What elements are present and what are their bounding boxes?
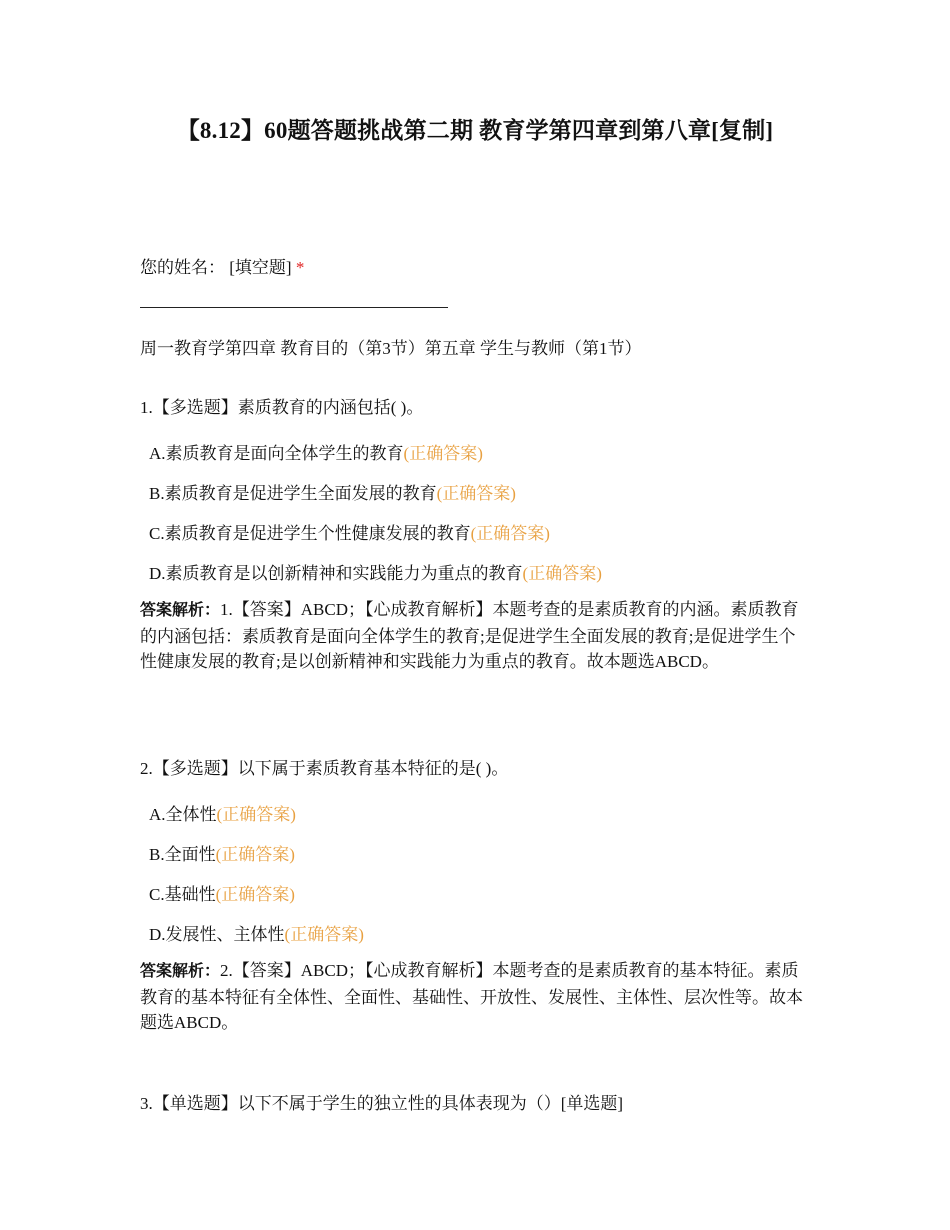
option-text: C.基础性 [149,885,216,904]
question-type-tag: [填空题] [229,258,292,277]
option-text: D.发展性、主体性 [149,925,285,944]
correct-answer-tag: (正确答案) [403,444,483,463]
correct-answer-tag: (正确答案) [470,524,550,543]
option-text: C.素质教育是促进学生个性健康发展的教育 [149,524,471,543]
option-text: B.全面性 [149,845,216,864]
page-title: 【8.12】60题答题挑战第二期 教育学第四章到第八章[复制] [176,118,774,143]
question-1: 1.【多选题】素质教育的内涵包括( )。 [140,398,424,417]
question-1-option-a [149,439,483,464]
correct-answer-tag: (正确答案) [284,925,364,944]
option-text: A.素质教育是面向全体学生的教育 [149,444,404,463]
question-1-option-d [149,559,602,584]
question-3: 3.【单选题】以下不属于学生的独立性的具体表现为（）[单选题] [140,1094,624,1113]
question-2-option-a [149,800,296,825]
question-2-option-c [149,880,295,905]
option-text: A.全体性 [149,805,217,824]
question-1-option-c [149,519,550,544]
option-text: B.素质教育是促进学生全面发展的教育 [149,484,437,503]
question-2-analysis [140,958,810,1036]
question-2: 2.【多选题】以下属于素质教育基本特征的是( )。 [140,759,509,778]
analysis-text: 2.【答案】ABCD；【心成教育解析】本题考查的是素质教育的基本特征。素质教育的基本特征有全体性、全面性、基础性、开放性、发展性、主体性、层次性等。故本题选ABCD。 [140,961,803,1032]
correct-answer-tag: (正确答案) [216,805,296,824]
correct-answer-tag: (正确答案) [215,885,295,904]
correct-answer-tag: (正确答案) [522,564,602,583]
question-1-option-b [149,479,516,504]
name-label-text: 您的姓名： [140,258,225,277]
analysis-text: 1.【答案】ABCD；【心成教育解析】本题考查的是素质教育的内涵。素质教育的内涵包括：素质教育是面向全体学生的教育;是促进学生全面发展的教育;是促进学生个性健康发展的教育;是以创新精神和实践能力为重点的教育。故本题选ABCD。 [140,600,799,671]
question-2-option-d [149,920,364,945]
section-title: 周一教育学第四章 教育目的（第3节）第五章 学生与教师（第1节） [140,339,642,358]
correct-answer-tag: (正确答案) [436,484,516,503]
question-1-analysis [140,597,810,675]
required-mark: * [295,258,305,277]
option-text: D.素质教育是以创新精神和实践能力为重点的教育 [149,564,523,583]
name-field-label [140,253,304,278]
name-input-line[interactable] [140,307,448,308]
analysis-label: 答案解析： [140,602,221,619]
correct-answer-tag: (正确答案) [215,845,295,864]
analysis-label: 答案解析： [140,963,221,980]
question-2-option-b [149,840,295,865]
